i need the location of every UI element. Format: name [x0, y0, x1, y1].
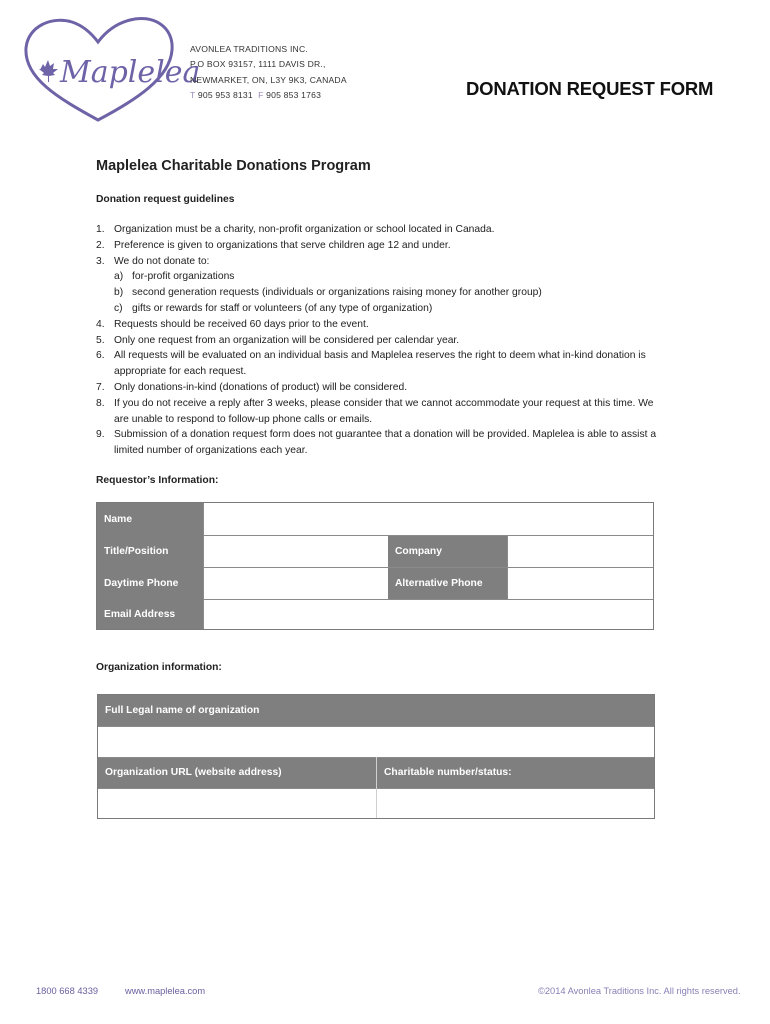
- email-label: Email Address: [97, 599, 204, 629]
- guideline-item: 5. Only one request from an organization will be considered per calendar year.: [96, 334, 460, 346]
- guideline-item: 9. Submission of a donation request form does not guarantee that a donation will be provided. Maplelea is able to assist a limited number of organizations each year.: [96, 429, 657, 457]
- guideline-item: 8. If you do not receive a reply after 3 weeks, please consider that we cannot accommodate your request at this time. We are unable to respond to follow-up phone calls or emails.: [96, 397, 654, 425]
- guideline-item: 3. We do not donate to:: [96, 255, 210, 267]
- guideline-item: 7. Only donations-in-kind (donations of product) will be considered.: [96, 381, 408, 393]
- company-address-line1: P.O BOX 93157, 1111 DAVIS DR.,: [190, 59, 326, 70]
- title-label: Title/Position: [97, 535, 204, 567]
- company-label: Company: [388, 535, 507, 567]
- guideline-subitem: c) gifts or rewards for staff or volunteers (of any type of organization): [114, 302, 433, 314]
- footer-phone: 1800 668 4339: [36, 986, 99, 996]
- company-phone-line: [190, 88, 347, 103]
- alternative-phone-label: Alternative Phone: [388, 567, 507, 599]
- name-label: Name: [97, 503, 204, 535]
- guideline-item: 1. Organization must be a charity, non-profit organization or school located in Canada.: [96, 224, 495, 235]
- guideline-subitem: a) for-profit organizations: [114, 271, 235, 283]
- fax-number: 905 853 1763: [266, 89, 322, 100]
- company-address-line2: NEWMARKET, ON, L3Y 9K3, CANADA: [190, 74, 347, 85]
- guideline-item: 6. All requests will be evaluated on an individual basis and Maplelea reserves the right to deem what in-kind donation is appropriate for each request.: [96, 350, 646, 378]
- organization-table: [97, 694, 655, 819]
- program-title: Maplelea Charitable Donations Program: [96, 158, 371, 174]
- alternative-phone-field[interactable]: [507, 567, 653, 599]
- guidelines-heading: Donation request guidelines: [96, 194, 235, 205]
- charitable-number-field[interactable]: [377, 788, 654, 818]
- footer-website[interactable]: www.maplelea.com: [125, 986, 206, 996]
- guideline-subitem: b) second generation requests (individuals or organizations raising money for another group): [114, 287, 542, 299]
- requestor-heading: Requestor’s Information:: [96, 475, 219, 486]
- email-field[interactable]: [204, 599, 653, 629]
- maple-leaf-icon: [39, 60, 58, 82]
- daytime-phone-field[interactable]: [204, 567, 388, 599]
- legal-name-label: Full Legal name of organization: [98, 695, 654, 726]
- company-address-block: [190, 42, 347, 103]
- guideline-item: 4. Requests should be received 60 days prior to the event.: [96, 318, 369, 330]
- guidelines-list: [96, 222, 666, 459]
- company-name: AVONLEA TRADITIONS INC.: [190, 44, 308, 54]
- organization-url-field[interactable]: [98, 788, 377, 818]
- company-field[interactable]: [507, 535, 653, 567]
- name-field[interactable]: [204, 503, 653, 535]
- title-field[interactable]: [204, 535, 388, 567]
- tel-key: T: [190, 89, 196, 100]
- organization-heading: Organization information:: [96, 662, 222, 673]
- organization-url-label: Organization URL (website address): [98, 757, 377, 788]
- form-title: DONATION REQUEST FORM: [466, 78, 714, 99]
- maplelea-logo: [18, 14, 201, 126]
- tel-number: 905 953 8131: [197, 89, 253, 100]
- fax-key: F: [258, 89, 264, 100]
- logo-wordmark: Maplelea: [60, 55, 201, 90]
- charitable-number-label: Charitable number/status:: [377, 757, 654, 788]
- daytime-phone-label: Daytime Phone: [97, 567, 204, 599]
- guideline-item: 2. Preference is given to organizations that serve children age 12 and under.: [96, 239, 451, 251]
- legal-name-field[interactable]: [98, 726, 654, 757]
- requestor-table: [96, 502, 654, 630]
- footer-copyright: ©2014 Avonlea Traditions Inc. All rights reserved.: [538, 986, 741, 996]
